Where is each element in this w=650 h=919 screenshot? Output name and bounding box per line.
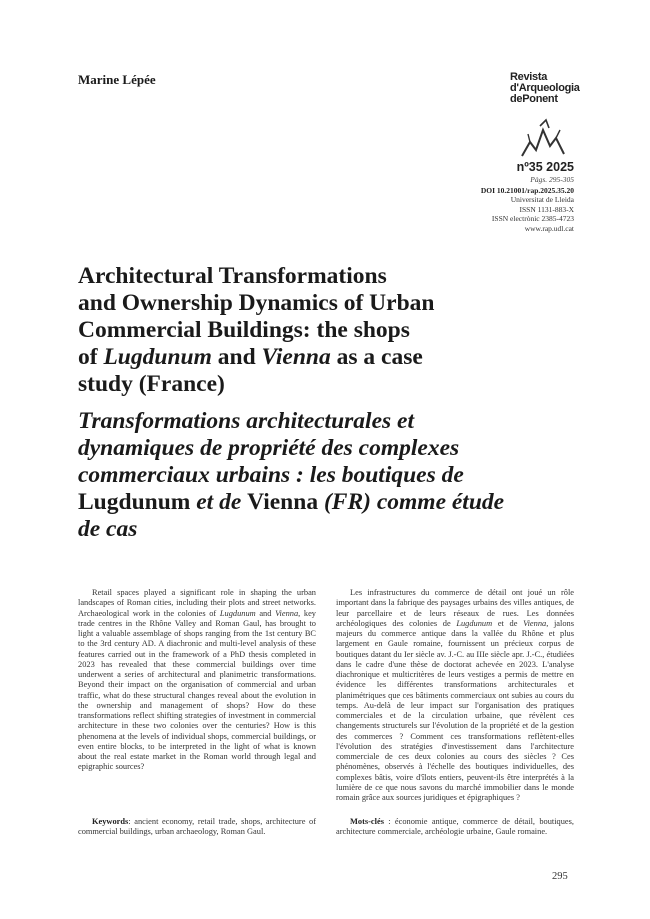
- author-name: Marine Lépée: [78, 72, 156, 87]
- doi: DOI 10.21001/rap.2025.35.20: [480, 186, 574, 195]
- publisher-line: ISSN electrònic 2385-4723: [491, 214, 574, 224]
- title-line: Lugdunum et de Vienna (FR) comme étude: [78, 489, 505, 515]
- abstract-english: [78, 588, 316, 773]
- title-line: study (France): [78, 371, 225, 397]
- publisher-line: www.rap.udl.cat: [524, 223, 574, 233]
- keywords-label: Keywords: [92, 817, 129, 826]
- page-number: 295: [552, 871, 568, 882]
- abstract-paragraph: Les infrastructures du commerce de détail ont joué un rôle important dans la fabrique des paysages urbains des villes antiques, de leur parcellaire et de leurs réseaux de rues. Les données archéologiques des colonies de Lugdunum et de Vienna, jalons majeurs du commerce antique dans la vallée du Rhône et plus largement en Gaule romaine, fournissent un précieux corpus de boutiques datant du Ier siècle av. J.-C. au IIIe siècle apr. J.-C., étudiées dans le cadre d'une thèse de doctorat achevée en 2023. L'analyse diachronique et multicritères de leurs vestiges a permis de mettre en évidence les différentes transformations architecturales et planimétriques que ces bâtiments commerciaux ont subies au cours du temps. Au-delà de leur impact sur l'organisation des pratiques commerciales et de la circulation urbaine, que révèlent ces changements structurels sur l'évolution de la propriété et de la gestion des commerces ? Comment ces transformations reflètent-elles l'évolution des stratégies d'investissement dans l'architecture commerciale de ces deux colonies au cours des siècles ? Ces phénomènes, observés à l'échelle des boutiques individuelles, des complexes bâtis, voire d'îlots entiers, peuvent-ils être interprétés à la lumière de ce que nous savons du marché immobilier dans le monde romain grâce aux sources juridiques et épigraphiques ?: [336, 588, 574, 802]
- title-line: and Ownership Dynamics of Urban: [78, 290, 435, 316]
- journal-line: dePonent: [510, 93, 558, 105]
- title-french: [78, 408, 548, 543]
- abstract-paragraph: Retail spaces played a significant role in shaping the urban landscapes of Roman cities, including their plots and street networks. Archaeological work in the colonies of Lugdunum and Vienna, key trade centres in the Rhône Valley and Roman Gaul, has brought to light a valuable assemblage of shops ranging from the 1st century BC to the 3rd century AD. A diachronic and multi-level analysis of these features carried out in the framework of a PhD thesis completed in 2023 has revealed that these commercial buildings over time underwent a series of architectural and planimetric transformations. Beyond their impact on the organisation of commercial and urban traffic, what do these structural changes reveal about the evolution in the ownership and management of shops? How do these transformations reflect shifting strategies of investment in commercial architecture in these two colonies over the centuries? How is this phenomena at the levels of individual shops, commercial buildings, or even entire blocks, to be interpreted in the light of what is known about the real estate market in the Roman world through legal and epigraphic sources?: [78, 588, 316, 772]
- title-line: dynamiques de propriété des complexes: [78, 435, 460, 461]
- title-line: Transformations architecturales et: [78, 408, 414, 434]
- title-line: de cas: [78, 516, 138, 542]
- journal-logo-icon: [516, 116, 570, 164]
- title-line: commerciaux urbains : les boutiques de: [78, 462, 464, 488]
- issue-number: nº35 2025: [516, 160, 574, 174]
- journal-line: Revista: [510, 71, 548, 83]
- keywords-text: : économie antique, commerce de détail, boutiques, architecture commerciale, archéologie urbaine, Gaule romaine.: [336, 817, 574, 837]
- keywords-french: [336, 817, 574, 838]
- title-line: of Lugdunum and Vienna as a case: [78, 344, 423, 370]
- page-range: Pàgs. 295-305: [530, 175, 574, 184]
- keywords-text: : ancient economy, retail trade, shops, architecture of commercial buildings, urban archaeology, Roman Gaul.: [78, 817, 316, 837]
- journal-name: [510, 72, 580, 105]
- publication-meta: [440, 186, 574, 233]
- abstract-french: [336, 588, 574, 803]
- title-line: Architectural Transformations: [78, 263, 387, 289]
- publisher-line: ISSN 1131-883-X: [519, 204, 574, 214]
- title-line: Commercial Buildings: the shops: [78, 317, 410, 343]
- journal-line: d'Arqueologia: [510, 82, 580, 94]
- title-english: [78, 263, 548, 398]
- publisher-line: Universitat de Lleida: [510, 195, 574, 205]
- keywords-label: Mots-clés: [350, 817, 384, 826]
- keywords-english: [78, 817, 316, 838]
